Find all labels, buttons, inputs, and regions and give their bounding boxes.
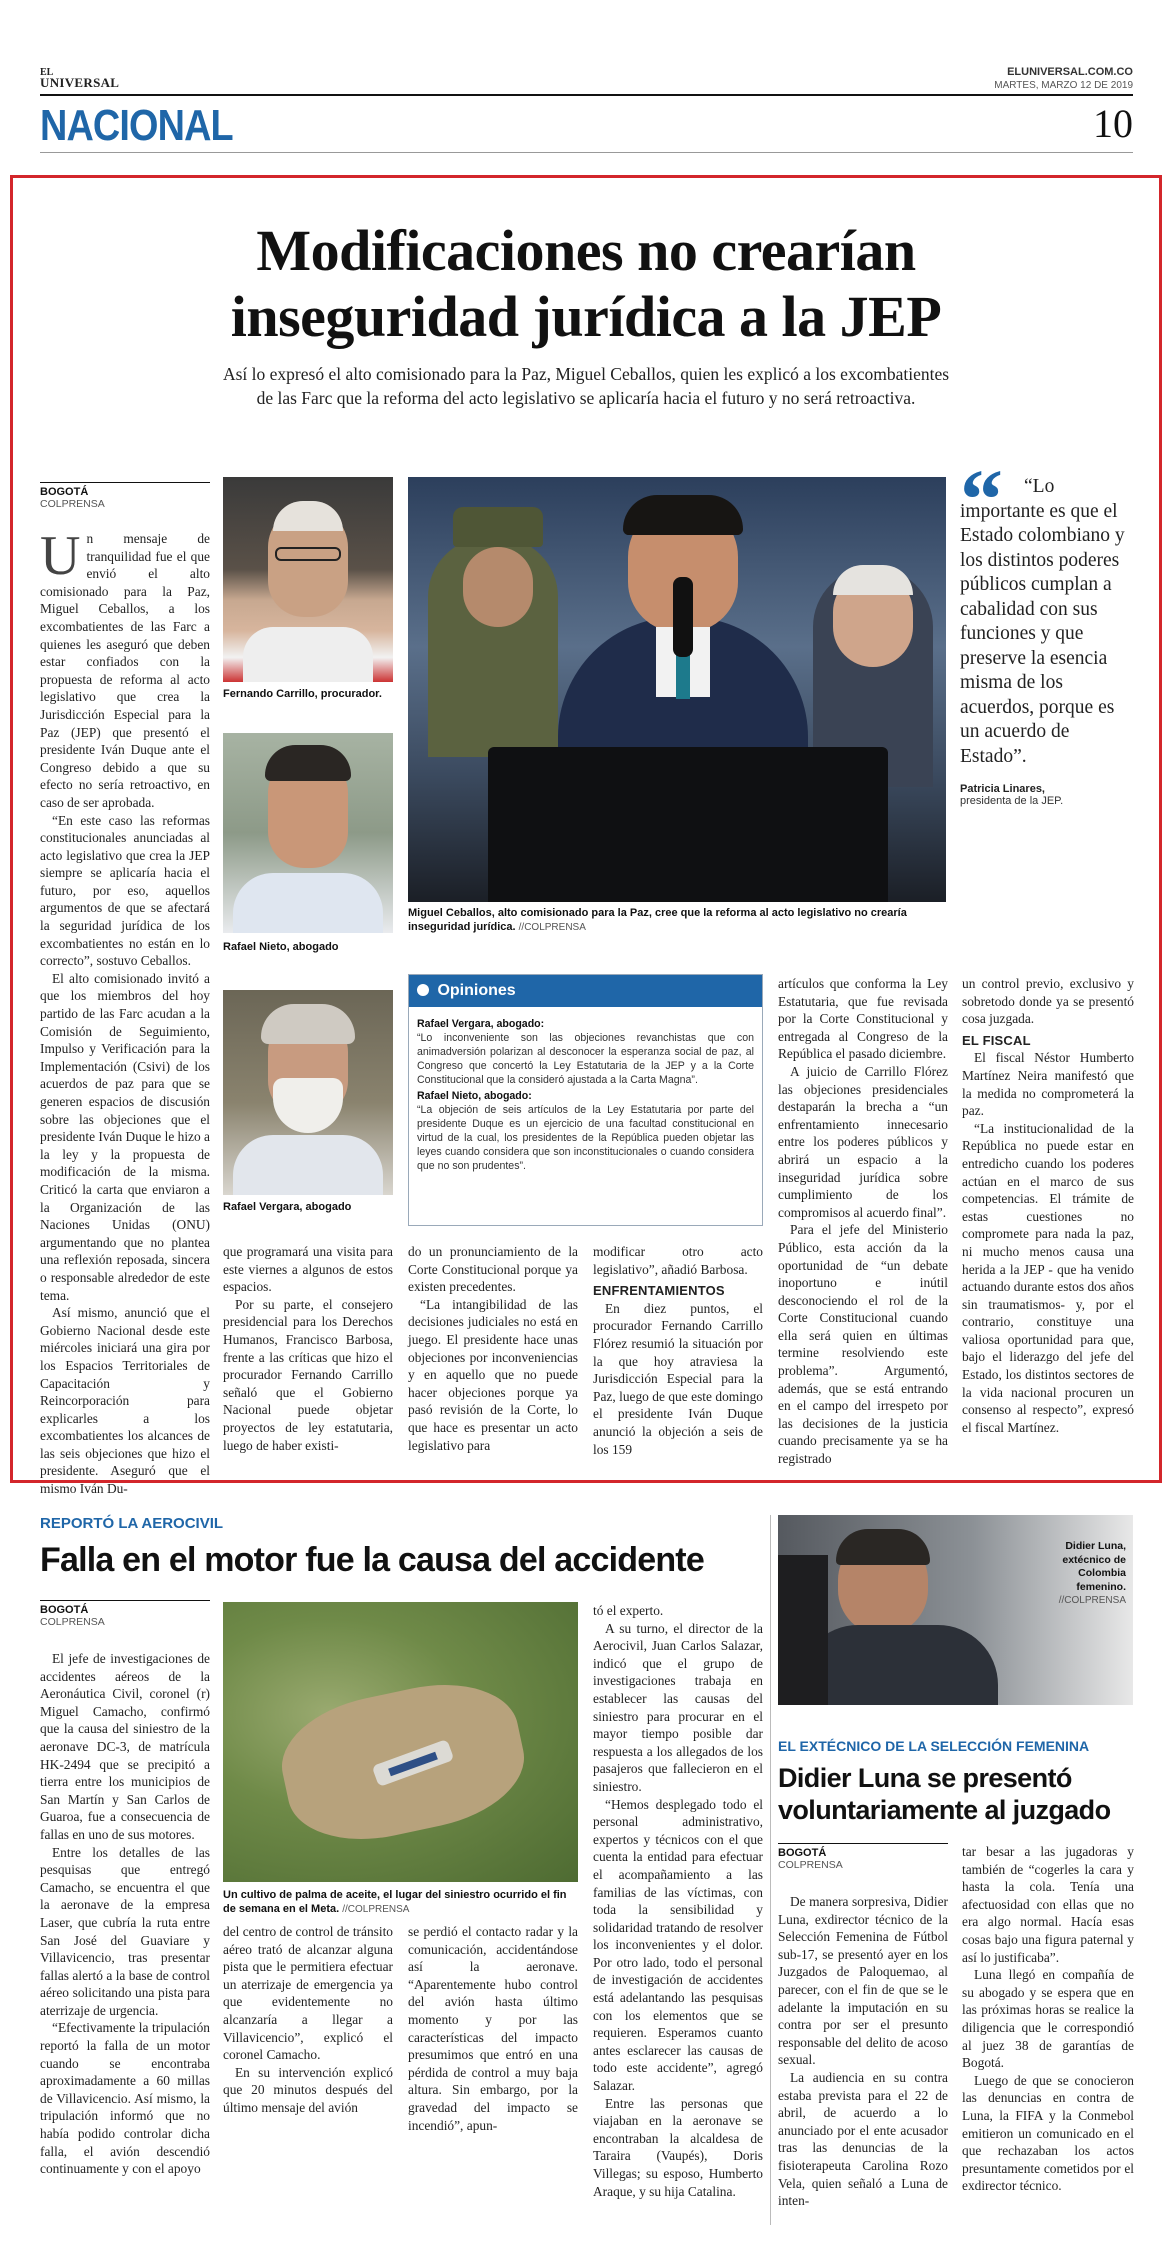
caption-crash: Un cultivo de palma de aceite, el lugar del siniestro ocurrido el fin de semana en el Meta. //COLPRENSA	[223, 1889, 567, 1915]
main-deck: Así lo expresó el alto comisionado para la Paz, Miguel Ceballos, quien les explicó a los excombatientes de las Farc que la reforma del acto legislativo se aplicaría hacia el futuro y no será retroactiva.	[222, 364, 950, 408]
masthead	[40, 60, 1133, 160]
main-column-2: que programará una visita para este viernes a algunos de estos espacios. Por su parte, el consejero presidencial para los Derechos Humanos, Francisco Barbosa, frente a las críticas que hizo el procurador Fernando Carrillo señaló que el Gobierno Nacional puede objetar proyectos de ley estatutaria, luego de haber existi-	[223, 1244, 393, 1453]
opinion-1-text: “Lo inconveniente son las objeciones revanchistas que con animadversión polarizan al desconocer la esperanza social de paz, al Congreso que concertó la Ley Estatutaria de la JEP y a la Corte Constitucional que la consideró ajustada a la Carta Magna”.	[417, 1032, 754, 1086]
second-column-1: El jefe de investigaciones de accidentes aéreos de la Aeronáutica Civil, coronel (r) Miguel Camacho, confirmó que la causa del siniestro de la aeronave DC-3, de matrícula HK-2494 que se precipitó a tierra entre los municipios de San Martín y San Carlos de Guaroa, fue a consecuencia de fallas en uno de sus motores. Entre los detalles de las pesquisas que entregó Camacho, se encuentra el que la aeronave de la empresa Laser, que cubría la ruta entre San José del Guaviare y Villavicencio, tras presentar fallas alertó a la base de control aéreo solicitando una pista para aterrizaje de urgencia. “Efectivamente la tripulación reportó la falla de un motor cuando se encontraba aproximadamente a 60 millas de Villavicencio. Así mismo, la tripulación informó que no había podido controlar dicha falla, el avión descendió continuamente y con el apoyo	[40, 1651, 210, 2177]
main-column-1: Un mensaje de tranquilidad fue el que envió el alto comisionado para la Paz, Miguel Ceballos, a los excombatientes de las Farc a quienes les aseguró que deben estar confiados con la propuesta de reforma al acto legislativo que crea la Jurisdicción Especial para la Paz (JEP) que presentó el presidente Iván Duque ante el Congreso debido a que su efecto no sería retroactivo, en caso de ser aprobada. “En este caso las reformas constitucionales anunciadas al acto legislativo que crea la JEP siempre se aplicaría hacia el futuro, por eso, aquellos argumentos de que se afectará la seguridad jurídica de los excombatientes no están en lo correcto”, sostuvo Ceballos. El alto comisionado invitó a que los miembros del hoy partido de las Farc acudan a la Comisión de Seguimiento, Impulso y Verificación para la Implementación (Csivi) de los acuerdos de paz para que se generen espacios de discusión sobre las objeciones que el presidente Iván Duque le hizo a la ley y la propuesta de modificación de la misma. Criticó la carta que enviaron a la Organización de las Naciones Unidas (ONU) argumentando que no plantea una reflexión reposada, sincera o responsable alrededor de este tema. Así mismo, anunció que el Gobierno Nacional desde este miércoles iniciará una gira por los Espacios Territoriales de Capacitación y Reincorporación para explicarles a los excombatientes los alcances de las seis objeciones que hizo el presidente. Aseguró que el mismo Iván Du-	[40, 525, 210, 1497]
second-column-3: se perdió el contacto radar y la comunicación, accidentándose así la aeronave. “Aparentemente hubo control del avión hasta último momento y por las características del impacto presumimos que entró en una pérdida de control a muy baja altura. Sin embargo, por la gravedad del impacto se incendió”, apun-	[408, 1924, 578, 2133]
caption-vergara: Rafael Vergara, abogado	[223, 1201, 352, 1213]
page-number: 10	[1093, 101, 1133, 146]
issue-date: MARTES, MARZO 12 DE 2019	[994, 80, 1133, 91]
quote-author: Patricia Linares,	[960, 783, 1045, 795]
photo-miguel-ceballos	[408, 477, 946, 902]
second-column-2: del centro de control de tránsito aéreo trató de alcanzar alguna pista que le permitiera efectuar un aterrizaje de emergencia ya que evidentemente no alcanzaría a llegar a Villavicencio”, explicó el coronel Camacho. En su intervención explicó que 20 minutos después del último mensaje del avión	[223, 1924, 393, 2115]
main-column-5: artículos que conforma la Ley Estatutaria, que fue revisada por la Corte Constitucional y entregada al Congreso de la República el pasado diciembre. A juicio de Carrillo Flórez las objeciones presidenciales destaparán la brecha a “un enfrentamiento innecesario entre los poderes públicos y abrirá un espacio a la inseguridad jurídica sobre cumplimiento de los compromisos al acuerdo final”. Para el jefe del Ministerio Público, esta acción da la oportunidad de “un debate inoportuno e inútil desconociendo el rol de la Corte Constitucional cuando ella será quien en últimas termine resolviendo este problema”. Argumentó, además, que se está entrando en el campo del irrespeto por las decisiones de la justicia cuando precisamente ya se ha registrado	[778, 976, 948, 1467]
subhead-enfrentamientos: ENFRENTAMIENTOS	[593, 1283, 725, 1299]
opinion-2-text: “La objeción de seis artículos de la Ley Estatutaria por parte del presidente Duque es un ejercicio de una facultad constitucional en virtud de la cual, los presidentes de la República pueden objetar las leyes cuando considera que son inconstitucionales o cuando considera que no son prudentes”.	[417, 1104, 754, 1172]
opinion-1-name: Rafael Vergara, abogado:	[417, 1018, 545, 1030]
site-url: ELUNIVERSAL.COM.CO	[1007, 66, 1133, 78]
photo-rafael-vergara	[223, 990, 393, 1195]
second-dateline: BOGOTÁ COLPRENSA	[40, 1600, 210, 1628]
opinion-2-name: Rafael Nieto, abogado:	[417, 1090, 532, 1102]
logo: EL UNIVERSAL	[40, 67, 120, 90]
third-headline: Didier Luna se presentó voluntariamente al juzgado	[778, 1763, 1111, 1825]
main-dateline: BOGOTÁ COLPRENSA	[40, 482, 210, 510]
column-divider	[770, 1515, 771, 2225]
second-column-4: tó el experto. A su turno, el director de la Aerocivil, Juan Carlos Salazar, indicó que el grupo de investigaciones trabaja en establecer las causas del siniestro para procurar en el mayor tiempo posible dar respuesta a los allegados de los pasajeros que fallecieron en el siniestro. “Hemos desplegado todo el personal administrativo, expertos y técnicos con el que cuenta la entidad para efectuar el acompañamiento a las familias de las víctimas, con toda la sensibilidad y solidaridad tratando de resolver los inconvenientes y el dolor. Por otro lado, todo el personal de investigación de accidentes está adelantando las pesquisas con los elementos que se requieren. Esperamos cuanto antes esclarecer las causas de todo este accidente”, agregó Salazar. Entre las personas que viajaban en la aeronave se encontraban la alcaldesa de Taraira (Vaupés), Doris Villegas; su esposo, Humberto Araque, y su hija Catalina.	[593, 1603, 763, 2199]
third-column-2: tar besar a las jugadoras y también de “cogerles la cara y hasta la cola. Tenía una afectuosidad con ellas que no era algo normal. Hacía esas cosas bajo una figura paternal y así lo justificaba”. Luna llegó en compañía de su abogado y se espera que en las próximas horas se realice la diligencia que le correspondió al juez 38 de garantías de Bogotá. Luego de que se conocieron las denuncias en contra de Luna, la FIFA y la Conmebol emitieron un comunicado en el que rechazaban los actos presuntamente cometidos por el exdirector técnico.	[962, 1844, 1134, 2194]
subhead-el-fiscal: EL FISCAL	[962, 1032, 1031, 1048]
quote-role: presidenta de la JEP.	[960, 795, 1064, 807]
second-headline: Falla en el motor fue la causa del accidente	[40, 1541, 704, 1579]
photo-fernando-carrillo	[223, 477, 393, 682]
third-kicker: EL EXTÉCNICO DE LA SELECCIÓN FEMENINA	[778, 1738, 1090, 1754]
caption-didier: Didier Luna, extécnico de Colombia femenino. //COLPRENSA	[1058, 1540, 1126, 1606]
third-dateline: BOGOTÁ COLPRENSA	[778, 1843, 948, 1871]
second-kicker: REPORTÓ LA AEROCIVIL	[40, 1515, 224, 1532]
third-column-1: De manera sorpresiva, Didier Luna, exdirector técnico de la Selección Femenina de Fútbol sub-17, se presentó ayer en los Juzgados de Paloquemao, al parecer, con el fin de que se le adelante la imputación en su contra por ser el presunto responsable del delito de acoso sexual. La audiencia en su contra estaba prevista para el 22 de abril, de acuerdo a lo anunciado por el ente acusador tras las denuncias de la fisioterapeuta Carolina Rozo Vela, quien señaló a Luna de inten-	[778, 1894, 948, 2209]
photo-rafael-nieto	[223, 733, 393, 933]
main-column-6: un control previo, exclusivo y sobretodo donde ya se presentó cosa juzgada. EL FISCAL El fiscal Néstor Humberto Martínez Neira manifestó que la medida no comprometerá la paz. “La institucionalidad de la República no puede estar en entredicho cuando los poderes actúan en el marco de sus competencias. El trámite de estas cuestiones no compromete para nada la paz, ni mucho menos causa una herida a la JEP - que ha venido actuando durante estos dos años sin traumatismos- y, por el contrario, constituye una valiosa oportunidad para que, bajo el liderazgo del jefe del Estado, los distintos sectores de la vida nacional procuren un consenso al respecto”, expresó el fiscal Martínez.	[962, 976, 1134, 1435]
caption-nieto: Rafael Nieto, abogado	[223, 941, 339, 953]
caption-main-photo: Miguel Ceballos, alto comisionado para la Paz, cree que la reforma al acto legislativo no crearía inseguridad jurídica. //COLPRENSA	[408, 907, 907, 933]
opinions-box	[408, 974, 763, 1226]
quote-text: “Lo importante es que el Estado colombiano y los distintos poderes públicos cumplan a cabalidad con sus funciones y que preserve la esencia misma de los acuerdos, porque es un acuerdo de Estado”.	[960, 476, 1125, 767]
main-column-4: modificar otro acto legislativo”, añadió Barbosa. ENFRENTAMIENTOS En diez puntos, el procurador Fernando Carrillo Flórez resumió la situación por la que hoy atraviesa la Jurisdicción Especial para la Paz, luego de que este domingo el presidente Iván Duque anunció la objeción a seis de los 159	[593, 1244, 763, 1457]
section-rule	[40, 152, 1133, 153]
caption-carrillo: Fernando Carrillo, procurador.	[223, 688, 382, 700]
masthead-rule	[40, 94, 1133, 96]
section-title: NACIONAL	[40, 101, 233, 150]
main-headline: Modificaciones no crearían inseguridad jurídica a la JEP	[230, 218, 942, 349]
bullet-icon	[417, 984, 429, 996]
quote-mark-icon: “	[960, 451, 1003, 547]
main-column-3: do un pronunciamiento de la Corte Constitucional porque ya existen precedentes. “La intangibilidad de las decisiones judiciales no está en juego. El presidente hace unas objeciones por inconveniencias y en aquello que no puede hacer objeciones porque ya pasó revisión de la Corte, lo que hace es presentar un acto legislativo para	[408, 1244, 578, 1453]
dropcap: U	[40, 525, 81, 587]
photo-crash-site	[223, 1602, 578, 1882]
pull-quote	[960, 451, 1135, 807]
opinions-header: Opiniones	[409, 975, 762, 1007]
